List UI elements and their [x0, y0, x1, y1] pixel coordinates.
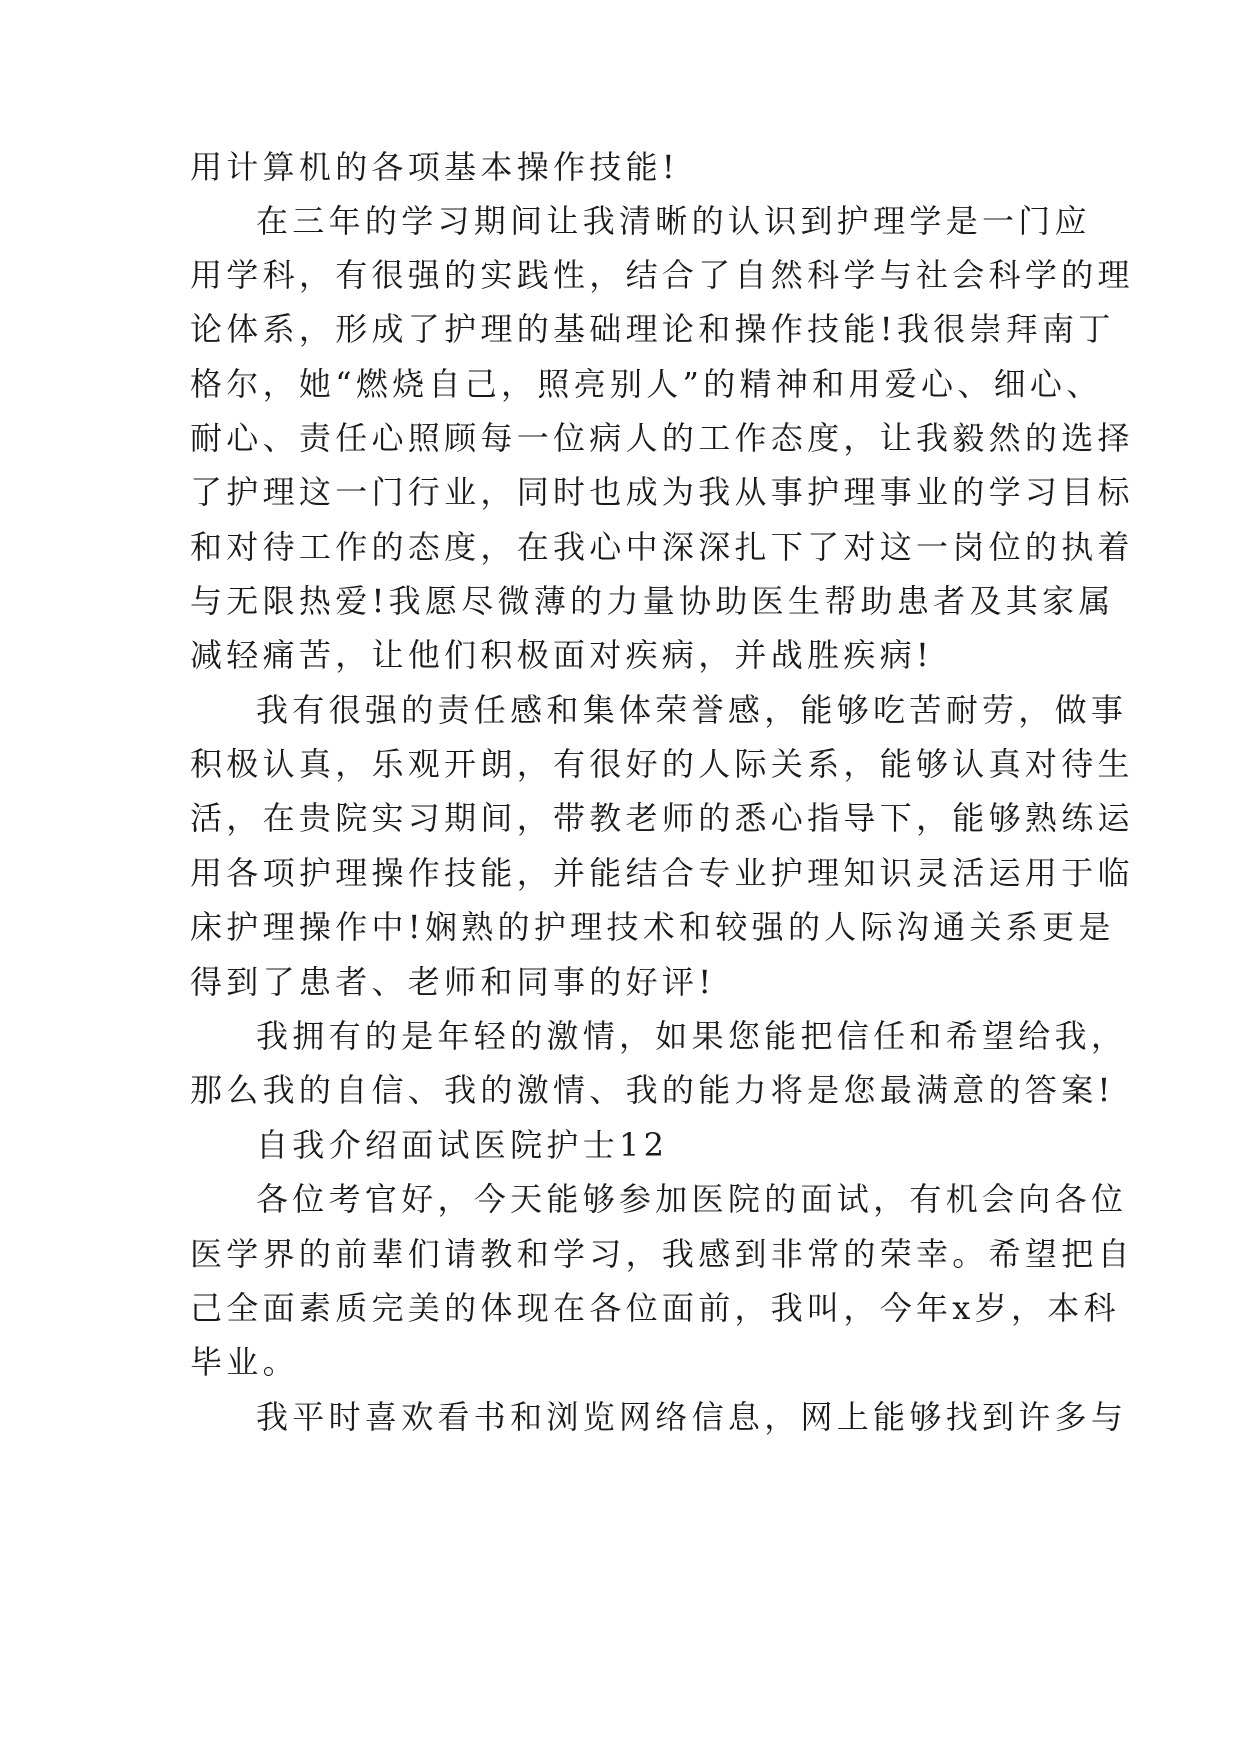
text-line: 活，在贵院实习期间，带教老师的悉心指导下，能够熟练运 [190, 799, 1134, 837]
text-line: 己全面素质完美的体现在各位面前，我叫，今年x岁，本科 [190, 1289, 1120, 1327]
text-line: 与无限热爱!我愿尽微薄的力量协助医生帮助患者及其家属 [190, 582, 1115, 620]
text-line: 和对待工作的态度，在我心中深深扎下了对这一岗位的执着 [190, 528, 1134, 566]
text-line: 了护理这一门行业，同时也成为我从事护理事业的学习目标 [190, 473, 1134, 511]
text-line: 毕业。 [190, 1343, 299, 1381]
text-line: 那么我的自信、我的激情、我的能力将是您最满意的答案! [190, 1071, 1115, 1109]
paragraph-start-line: 我有很强的责任感和集体荣誉感，能够吃苦耐劳，做事 [256, 691, 1128, 729]
paragraph-start-line: 在三年的学习期间让我清晰的认识到护理学是一门应 [256, 202, 1091, 240]
paragraph-start-line: 各位考官好，今天能够参加医院的面试，有机会向各位 [256, 1180, 1128, 1218]
text-line: 格尔，她“燃烧自己，照亮别人”的精神和用爱心、细心、 [190, 365, 1103, 403]
text-line: 医学界的前辈们请教和学习，我感到非常的荣幸。希望把自 [190, 1235, 1134, 1273]
text-line: 耐心、责任心照顾每一位病人的工作态度，让我毅然的选择 [190, 419, 1134, 457]
text-line: 用学科，有很强的实践性，结合了自然科学与社会科学的理 [190, 256, 1134, 294]
text-line: 积极认真，乐观开朗，有很好的人际关系，能够认真对待生 [190, 745, 1134, 783]
text-line: 论体系，形成了护理的基础理论和操作技能!我很崇拜南丁 [190, 310, 1115, 348]
text-line: 用计算机的各项基本操作技能! [190, 148, 680, 186]
text-line: 床护理操作中!娴熟的护理技术和较强的人际沟通关系更是 [190, 908, 1115, 946]
section-heading: 自我介绍面试医院护士12 [256, 1126, 669, 1164]
text-line: 减轻痛苦，让他们积极面对疾病，并战胜疾病! [190, 636, 934, 674]
paragraph-start-line: 我平时喜欢看书和浏览网络信息，网上能够找到许多与 [256, 1398, 1128, 1436]
text-line: 得到了患者、老师和同事的好评! [190, 963, 716, 1001]
paragraph-start-line: 我拥有的是年轻的激情，如果您能把信任和希望给我， [256, 1017, 1128, 1055]
text-line: 用各项护理操作技能，并能结合专业护理知识灵活运用于临 [190, 854, 1134, 892]
